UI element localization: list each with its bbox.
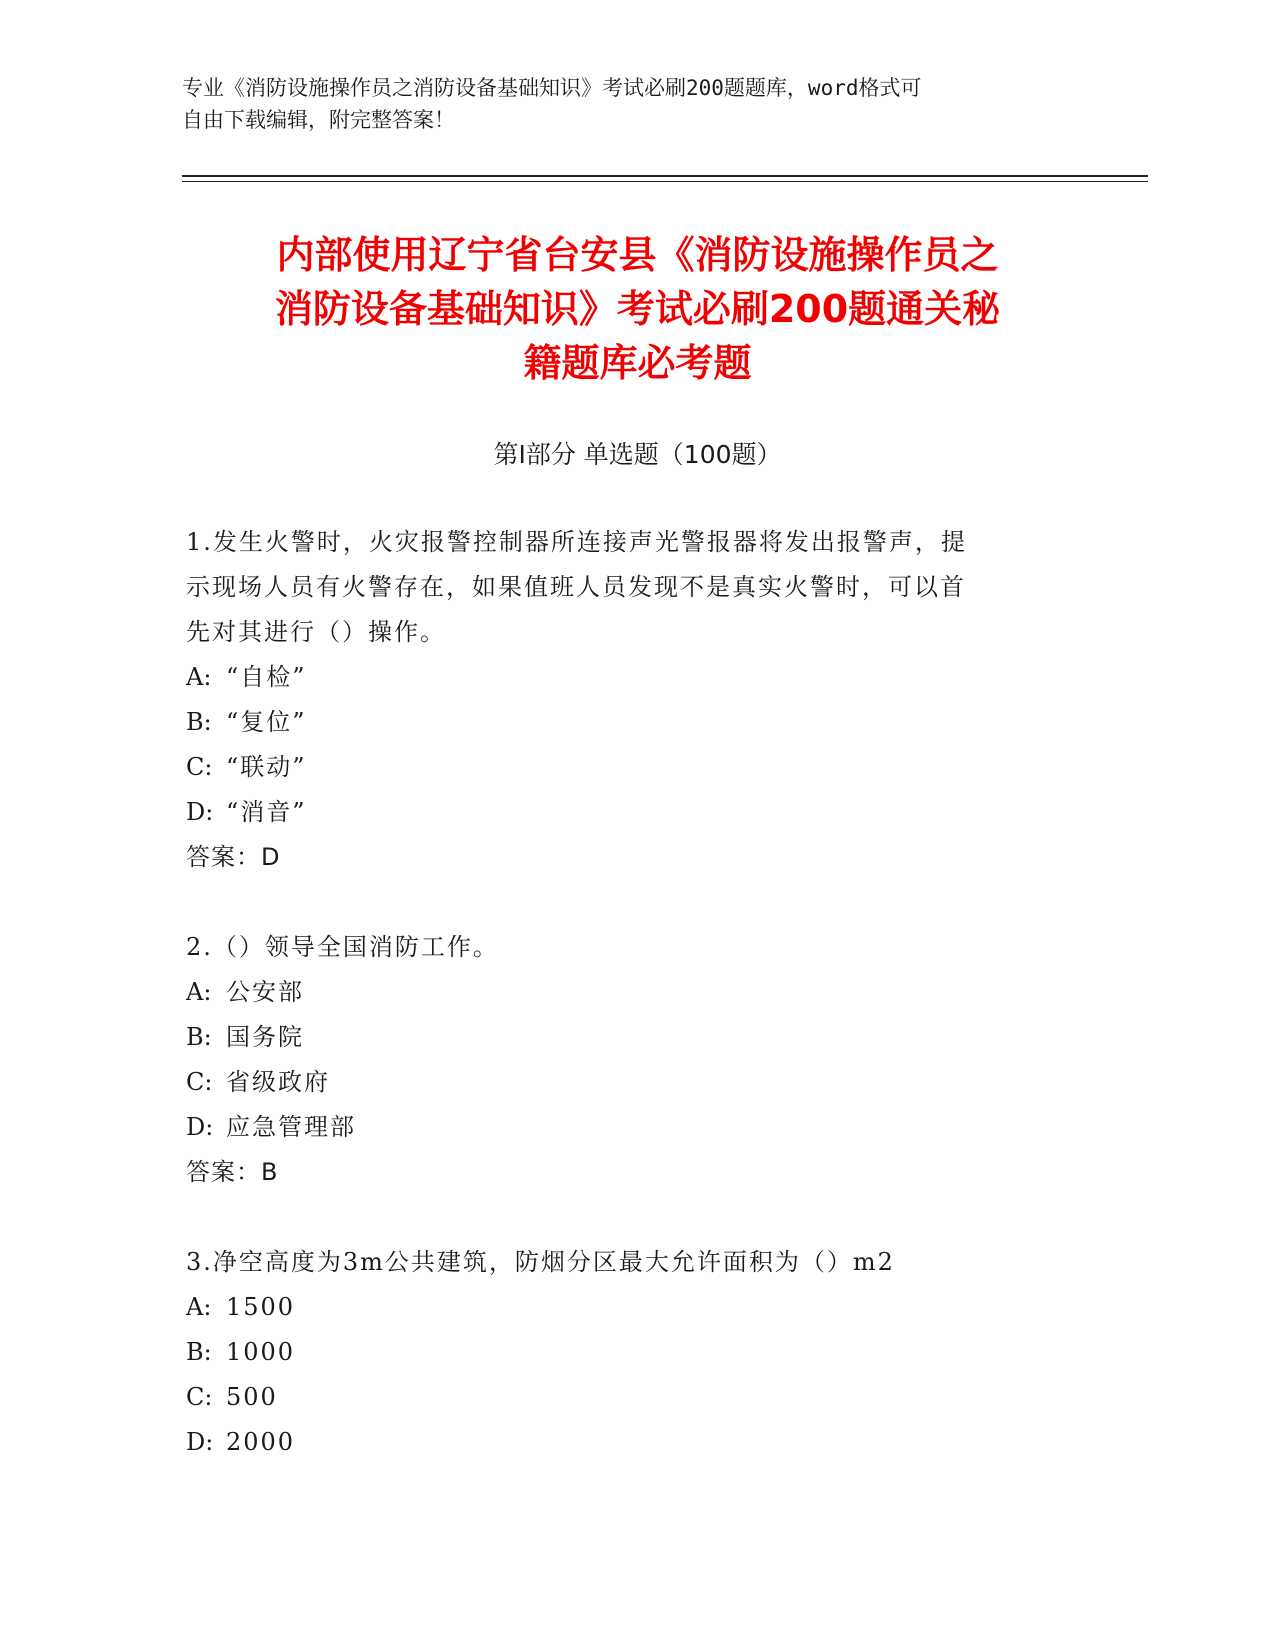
option-text: 公安部 (226, 978, 304, 1006)
option-text: “自检” (226, 663, 307, 691)
header-note-line-2: 自由下载编辑，附完整答案！ (182, 108, 455, 132)
option-letter: D: (186, 798, 214, 826)
option-text: 国务院 (226, 1023, 304, 1051)
question-1 (186, 520, 1056, 880)
question-1-option-c (186, 745, 1056, 790)
question-2-option-a (186, 970, 1056, 1015)
option-letter: C: (186, 1068, 213, 1096)
header-note-line-1: 专业《消防设施操作员之消防设备基础知识》考试必刷200题题库，word格式可 (182, 76, 922, 100)
option-letter: B: (186, 1338, 212, 1366)
question-3 (186, 1240, 1056, 1465)
option-text: 500 (226, 1383, 278, 1411)
section-heading: 第Ⅰ部分 单选题（100题） (493, 440, 782, 469)
document-title-line-2: 消防设备基础知识》考试必刷200题通关秘 (274, 287, 1001, 331)
header-rule-thick (182, 175, 1148, 177)
question-1-stem (186, 520, 1056, 655)
question-1-option-b (186, 700, 1056, 745)
question-3-option-b (186, 1330, 1056, 1375)
question-spacer (186, 880, 1056, 925)
question-1-option-d (186, 790, 1056, 835)
header-rule-thin (182, 181, 1148, 182)
option-text: 2000 (226, 1428, 296, 1456)
question-1-answer: 答案：D (186, 843, 281, 871)
header-note (182, 72, 1062, 136)
question-spacer (186, 1195, 1056, 1240)
question-2 (186, 925, 1056, 1195)
question-3-option-d (186, 1420, 1056, 1465)
option-text: “联动” (226, 753, 307, 781)
question-2-answer: 答案：B (186, 1158, 279, 1186)
option-text: “消音” (226, 798, 307, 826)
question-2-stem (186, 925, 1056, 970)
option-letter: A: (186, 663, 212, 691)
option-letter: A: (186, 1293, 212, 1321)
option-letter: D: (186, 1428, 214, 1456)
question-3-option-c (186, 1375, 1056, 1420)
question-2-option-c (186, 1060, 1056, 1105)
question-1-stem-line-1: 1.发生火警时，火灾报警控制器所连接声光警报器将发出报警声，提 (186, 528, 967, 556)
question-2-option-d (186, 1105, 1056, 1150)
document-title-line-3: 籍题库必考题 (523, 341, 752, 385)
document-title (150, 228, 1125, 390)
option-letter: C: (186, 753, 213, 781)
question-3-stem (186, 1240, 1056, 1285)
option-text: 1000 (226, 1338, 296, 1366)
option-letter: B: (186, 1023, 212, 1051)
option-text: 省级政府 (226, 1068, 330, 1096)
question-1-stem-line-2: 示现场人员有火警存在，如果值班人员发现不是真实火警时，可以首 (186, 573, 966, 601)
question-1-stem-line-3: 先对其进行（）操作。 (186, 618, 446, 646)
question-2-option-b (186, 1015, 1056, 1060)
option-letter: D: (186, 1113, 214, 1141)
option-text: “复位” (226, 708, 307, 736)
question-1-option-a (186, 655, 1056, 700)
question-2-stem-line-1: 2.（）领导全国消防工作。 (186, 933, 499, 961)
question-list (186, 520, 1056, 1465)
option-text: 1500 (226, 1293, 296, 1321)
option-text: 应急管理部 (226, 1113, 356, 1141)
question-3-option-a (186, 1285, 1056, 1330)
question-3-stem-line-1: 3.净空高度为3m公共建筑，防烟分区最大允许面积为（）m2 (186, 1248, 895, 1276)
option-letter: C: (186, 1383, 213, 1411)
option-letter: B: (186, 708, 212, 736)
option-letter: A: (186, 978, 212, 1006)
document-title-line-1: 内部使用辽宁省台安县《消防设施操作员之 (276, 233, 999, 277)
